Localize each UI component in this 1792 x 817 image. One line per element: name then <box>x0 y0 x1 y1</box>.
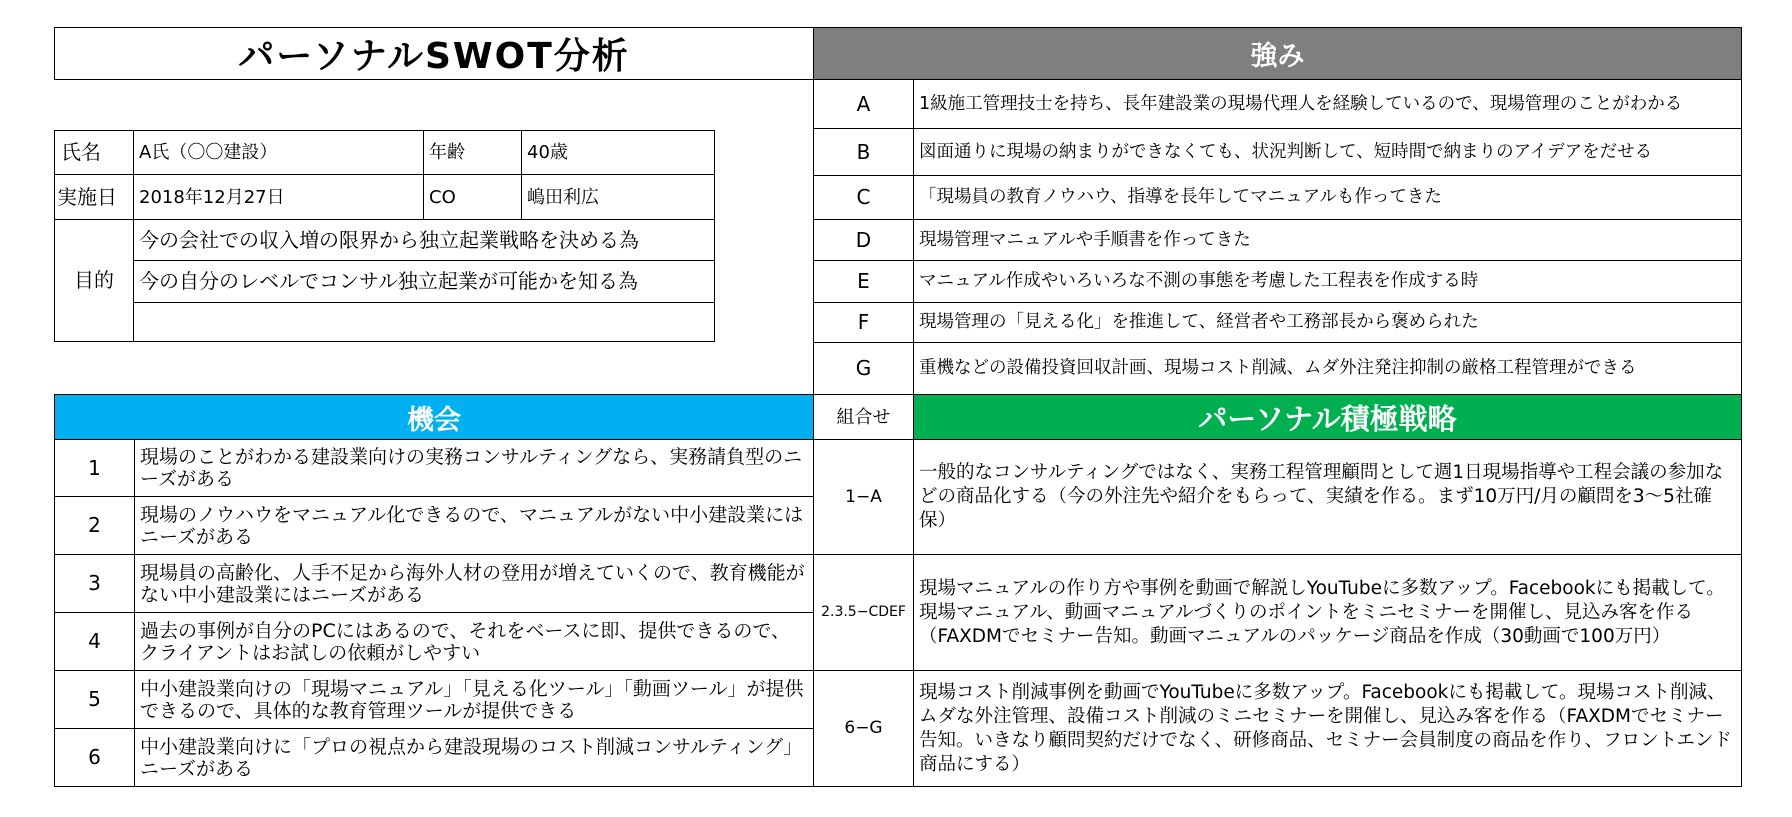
strengths-header: 強み <box>813 27 1742 80</box>
co-value: 嶋田利広 <box>521 174 715 220</box>
strength-key: B <box>813 128 914 176</box>
strength-key: G <box>813 342 914 395</box>
strength-key: E <box>813 260 914 303</box>
age-value: 40歳 <box>521 130 715 175</box>
strength-text: 重機などの設備投資回収計画、現場コスト削減、ムダ外注発注抑制の厳格工程管理ができる <box>913 342 1742 395</box>
opportunity-text: 現場員の高齢化、人手不足から海外人材の登用が増えていくので、教育機能がない中小建設業にはニーズがある <box>134 554 814 613</box>
strength-text: 図面通りに現場の納まりができなくても、状況判断して、短時間で納まりのアイデアをだせる <box>913 128 1742 176</box>
purpose-label: 目的 <box>54 219 134 342</box>
strength-text: マニュアル作成やいろいろな不測の事態を考慮した工程表を作成する時 <box>913 260 1742 303</box>
opportunity-num: 5 <box>54 670 135 729</box>
purpose-1: 今の会社での収入増の限界から独立起業戦略を決める為 <box>133 219 715 261</box>
strategy-combo: 1−A <box>813 439 914 555</box>
page-title: パーソナルSWOT分析 <box>54 27 814 80</box>
strategy-header: パーソナル積極戦略 <box>913 394 1742 440</box>
strategy-text: 一般的なコンサルティングではなく、実務工程管理顧問として週1日現場指導や工程会議の参加などの商品化する（今の外注先や紹介をもらって、実績を作る。まず10万円/月の顧問を3〜5社確保） <box>913 439 1742 555</box>
strategy-text: 現場コスト削減事例を動画でYouTubeに多数アップ。Facebookにも掲載して。現場コスト削減、ムダな外注管理、設備コスト削減のミニセミナーを開催し、見込み客を作る（FAXDMでセミナー告知。いきなり顧問契約だけでなく、研修商品、セミナー会員制度の商品を作り、フロントエンド商品にする） <box>913 670 1742 787</box>
opportunity-num: 2 <box>54 496 135 555</box>
opportunity-num: 3 <box>54 554 135 613</box>
combo-header: 組合せ <box>813 394 914 440</box>
purpose-3 <box>133 302 715 342</box>
opportunity-text: 中小建設業向けの「現場マニュアル」「見える化ツール」「動画ツール」が提供できるので、具体的な教育管理ツールが提供できる <box>134 670 814 729</box>
strategy-text: 現場マニュアルの作り方や事例を動画で解説しYouTubeに多数アップ。Facebookにも掲載して。現場マニュアル、動画マニュアルづくりのポイントをミニセミナーを開催し、見込み客を作る（FAXDMでセミナー告知。動画マニュアルのパッケージ商品を作成（30動画で100万円） <box>913 554 1742 671</box>
date-value: 2018年12月27日 <box>133 174 424 220</box>
opportunity-text: 中小建設業向けに「プロの視点から建設現場のコスト削減コンサルティング」ニーズがある <box>134 728 814 787</box>
date-label: 実施日 <box>54 174 134 220</box>
opportunity-text: 過去の事例が自分のPCにはあるので、それをベースに即、提供できるので、クライアントはお試しの依頼がしやすい <box>134 612 814 671</box>
name-value: A氏（〇〇建設） <box>133 130 424 175</box>
strength-key: D <box>813 219 914 261</box>
strategy-combo: 2.3.5−CDEF <box>813 554 914 671</box>
strength-key: F <box>813 302 914 343</box>
strength-text: 現場管理の「見える化」を推進して、経営者や工務部長から褒められた <box>913 302 1742 343</box>
strategy-combo: 6−G <box>813 670 914 787</box>
strength-key: A <box>813 79 914 129</box>
age-label: 年齢 <box>423 130 522 175</box>
strength-key: C <box>813 175 914 220</box>
strength-text: 現場管理マニュアルや手順書を作ってきた <box>913 219 1742 261</box>
opportunity-text: 現場のことがわかる建設業向けの実務コンサルティングなら、実務請負型のニーズがある <box>134 439 814 497</box>
opportunities-header: 機会 <box>54 394 814 440</box>
strength-text: 1級施工管理技士を持ち、長年建設業の現場代理人を経験しているので、現場管理のことがわかる <box>913 79 1742 129</box>
opportunity-num: 4 <box>54 612 135 671</box>
opportunity-text: 現場のノウハウをマニュアル化できるので、マニュアルがない中小建設業にはニーズがある <box>134 496 814 555</box>
co-label: CO <box>423 174 522 220</box>
opportunity-num: 1 <box>54 439 135 497</box>
purpose-2: 今の自分のレベルでコンサル独立起業が可能かを知る為 <box>133 260 715 303</box>
name-label: 氏名 <box>54 130 134 175</box>
strength-text: 「現場員の教育ノウハウ、指導を長年してマニュアルも作ってきた <box>913 175 1742 220</box>
opportunity-num: 6 <box>54 728 135 787</box>
